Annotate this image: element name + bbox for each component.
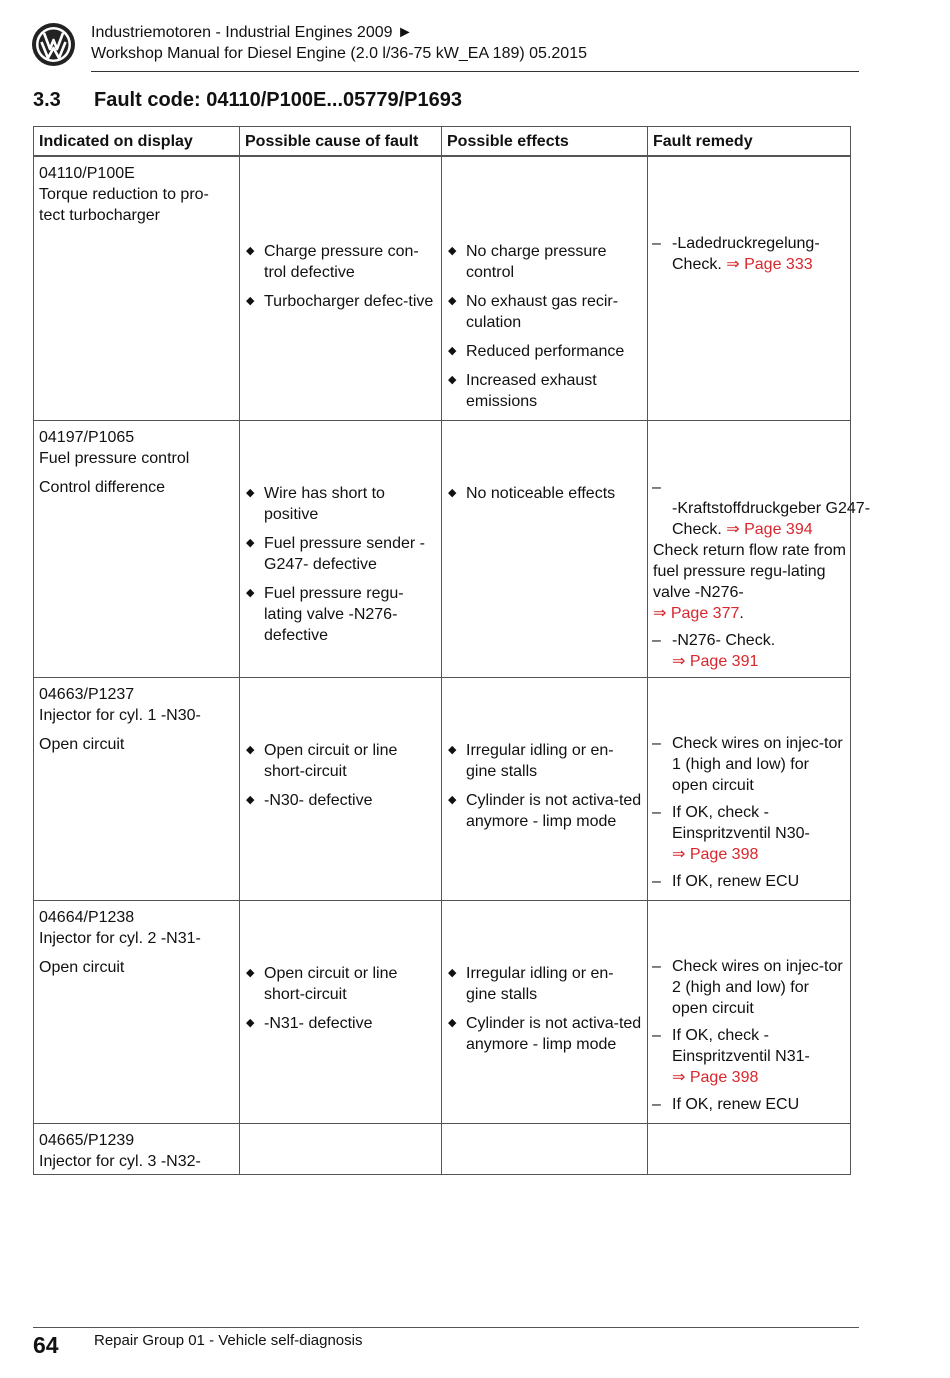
cause-item: ◆ Charge pressure con-trol defective: [240, 241, 437, 283]
effect-item: ◆ Increased exhaust emissions: [442, 370, 643, 412]
fault-description: Fuel pressure control: [39, 450, 190, 467]
cause-item: ◆ -N30- defective: [240, 790, 437, 811]
table-header-row: [34, 127, 851, 156]
remedy-text: If OK, check -Einspritzventil N30-: [672, 804, 810, 842]
effect-item: ◆ Reduced performance: [442, 341, 643, 362]
cause-cell: [240, 678, 442, 901]
remedy-cell: [648, 156, 851, 421]
fault-code: 04197/P1065: [39, 429, 135, 446]
remedy-item: [648, 802, 848, 865]
effects-cell: [442, 901, 648, 1124]
effect-item: ◆ Cylinder is not activa-ted anymore - limp mode: [442, 790, 643, 832]
fault-code: 04110/P100E: [39, 164, 135, 182]
remedy-text: .: [739, 605, 744, 622]
indicated-cell: [34, 156, 240, 421]
effects-cell: [442, 156, 648, 421]
remedy-item: [648, 477, 871, 540]
fault-description: Injector for cyl. 1 -N30-: [39, 707, 201, 724]
cause-item: ◆ -N31- defective: [240, 1013, 437, 1034]
cause-cell: [240, 1124, 442, 1175]
fault-code-table: [33, 126, 871, 1175]
effect-item: ◆ No exhaust gas recir-culation: [442, 291, 643, 333]
remedy-item: [648, 233, 848, 275]
fault-code: 04663/P1237: [39, 686, 135, 703]
cause-item: ◆ Wire has short to positive: [240, 483, 437, 525]
cause-item: ◆ Fuel pressure sender -G247- defective: [240, 533, 437, 575]
page-link[interactable]: ⇒ Page 333: [726, 256, 812, 273]
remedy-item: – Check wires on injec-tor 2 (high and low) for open circuit: [648, 956, 848, 1019]
header-line-1: Industriemotoren - Industrial Engines 2009 ►: [91, 24, 413, 41]
remedy-item: [648, 1025, 848, 1088]
remedy-text: Check return flow rate from fuel pressure regu-lating valve -N276-: [653, 542, 846, 601]
table-row: [34, 1124, 851, 1175]
remedy-text: -N276- Check.: [672, 632, 776, 649]
effect-item: ◆ Cylinder is not activa-ted anymore - limp mode: [442, 1013, 643, 1055]
indicated-cell: [34, 1124, 240, 1175]
page-link[interactable]: ⇒ Page 398: [672, 846, 758, 863]
page-link[interactable]: ⇒ Page 394: [726, 521, 812, 538]
effects-cell: [442, 421, 648, 678]
remedy-item: – Check wires on injec-tor 1 (high and low) for open circuit: [648, 733, 848, 796]
table-row: [34, 678, 851, 901]
section-title: Fault code: 04110/P100E...05779/P1693: [94, 89, 463, 111]
effect-item: ◆ No noticeable effects: [442, 483, 643, 504]
effects-cell: [442, 678, 648, 901]
header-indicated: Indicated on display: [34, 127, 240, 156]
cause-item: ◆ Open circuit or line short-circuit: [240, 963, 437, 1005]
remedy-item: – If OK, renew ECU: [648, 1094, 848, 1115]
effect-item: ◆ Irregular idling or en-gine stalls: [442, 963, 643, 1005]
table-row: [34, 901, 851, 1124]
remedy-cell: [648, 678, 851, 901]
page-link[interactable]: ⇒ Page 377: [653, 605, 739, 622]
page-link[interactable]: ⇒ Page 398: [672, 1069, 758, 1086]
cause-cell: [240, 901, 442, 1124]
page-number: 64: [33, 1332, 59, 1358]
fault-condition: Open circuit: [39, 736, 125, 753]
fault-condition: Control difference: [39, 479, 165, 496]
header-line-2: Workshop Manual for Diesel Engine (2.0 l/36-75 kW_EA 189) 05.2015: [91, 45, 587, 62]
fault-code: 04664/P1238: [39, 909, 135, 926]
fault-code: 04665/P1239: [39, 1132, 135, 1149]
header-divider: [91, 71, 859, 72]
indicated-cell: [34, 421, 240, 678]
fault-condition: Open circuit: [39, 959, 125, 976]
remedy-text: If OK, check -Einspritzventil N31-: [672, 1027, 810, 1065]
table-row: [34, 156, 851, 421]
remedy-item: – If OK, renew ECU: [648, 871, 848, 892]
vw-logo-icon: [31, 22, 76, 67]
cause-cell: [240, 421, 442, 678]
fault-description: Torque reduction to pro-tect turbocharger: [39, 185, 209, 224]
table-row: [34, 421, 851, 678]
effects-cell: [442, 1124, 648, 1175]
effect-item: ◆ No charge pressure control: [442, 241, 643, 283]
cause-item: ◆ Open circuit or line short-circuit: [240, 740, 437, 782]
cause-item: ◆ Turbocharger defec-tive: [240, 291, 437, 312]
remedy-cell: [648, 421, 871, 678]
remedy-text: -Ladedruckregelung-Check.: [672, 234, 820, 273]
header-remedy: Fault remedy: [648, 127, 851, 156]
indicated-cell: [34, 901, 240, 1124]
header-effects: Possible effects: [442, 127, 648, 156]
indicated-cell: [34, 678, 240, 901]
remedy-cell: [648, 1124, 851, 1175]
remedy-cell: [648, 901, 851, 1124]
section-number: 3.3: [33, 89, 61, 111]
cause-item: ◆ Fuel pressure regu-lating valve -N276-defective: [240, 583, 437, 646]
header-cause: Possible cause of fault: [240, 127, 442, 156]
page-link[interactable]: ⇒ Page 391: [672, 653, 758, 670]
effect-item: ◆ Irregular idling or en-gine stalls: [442, 740, 643, 782]
fault-description: Injector for cyl. 3 -N32-: [39, 1153, 201, 1170]
remedy-item: [648, 630, 848, 672]
cause-cell: [240, 156, 442, 421]
remedy-note: [648, 540, 848, 624]
fault-description: Injector for cyl. 2 -N31-: [39, 930, 201, 947]
remedy-text: -Kraftstoffdruckgeber G247-: [672, 500, 871, 517]
footer-text: Repair Group 01 - Vehicle self-diagnosis: [94, 1332, 363, 1349]
footer-divider: [33, 1327, 859, 1328]
remedy-text: Check.: [672, 521, 722, 538]
